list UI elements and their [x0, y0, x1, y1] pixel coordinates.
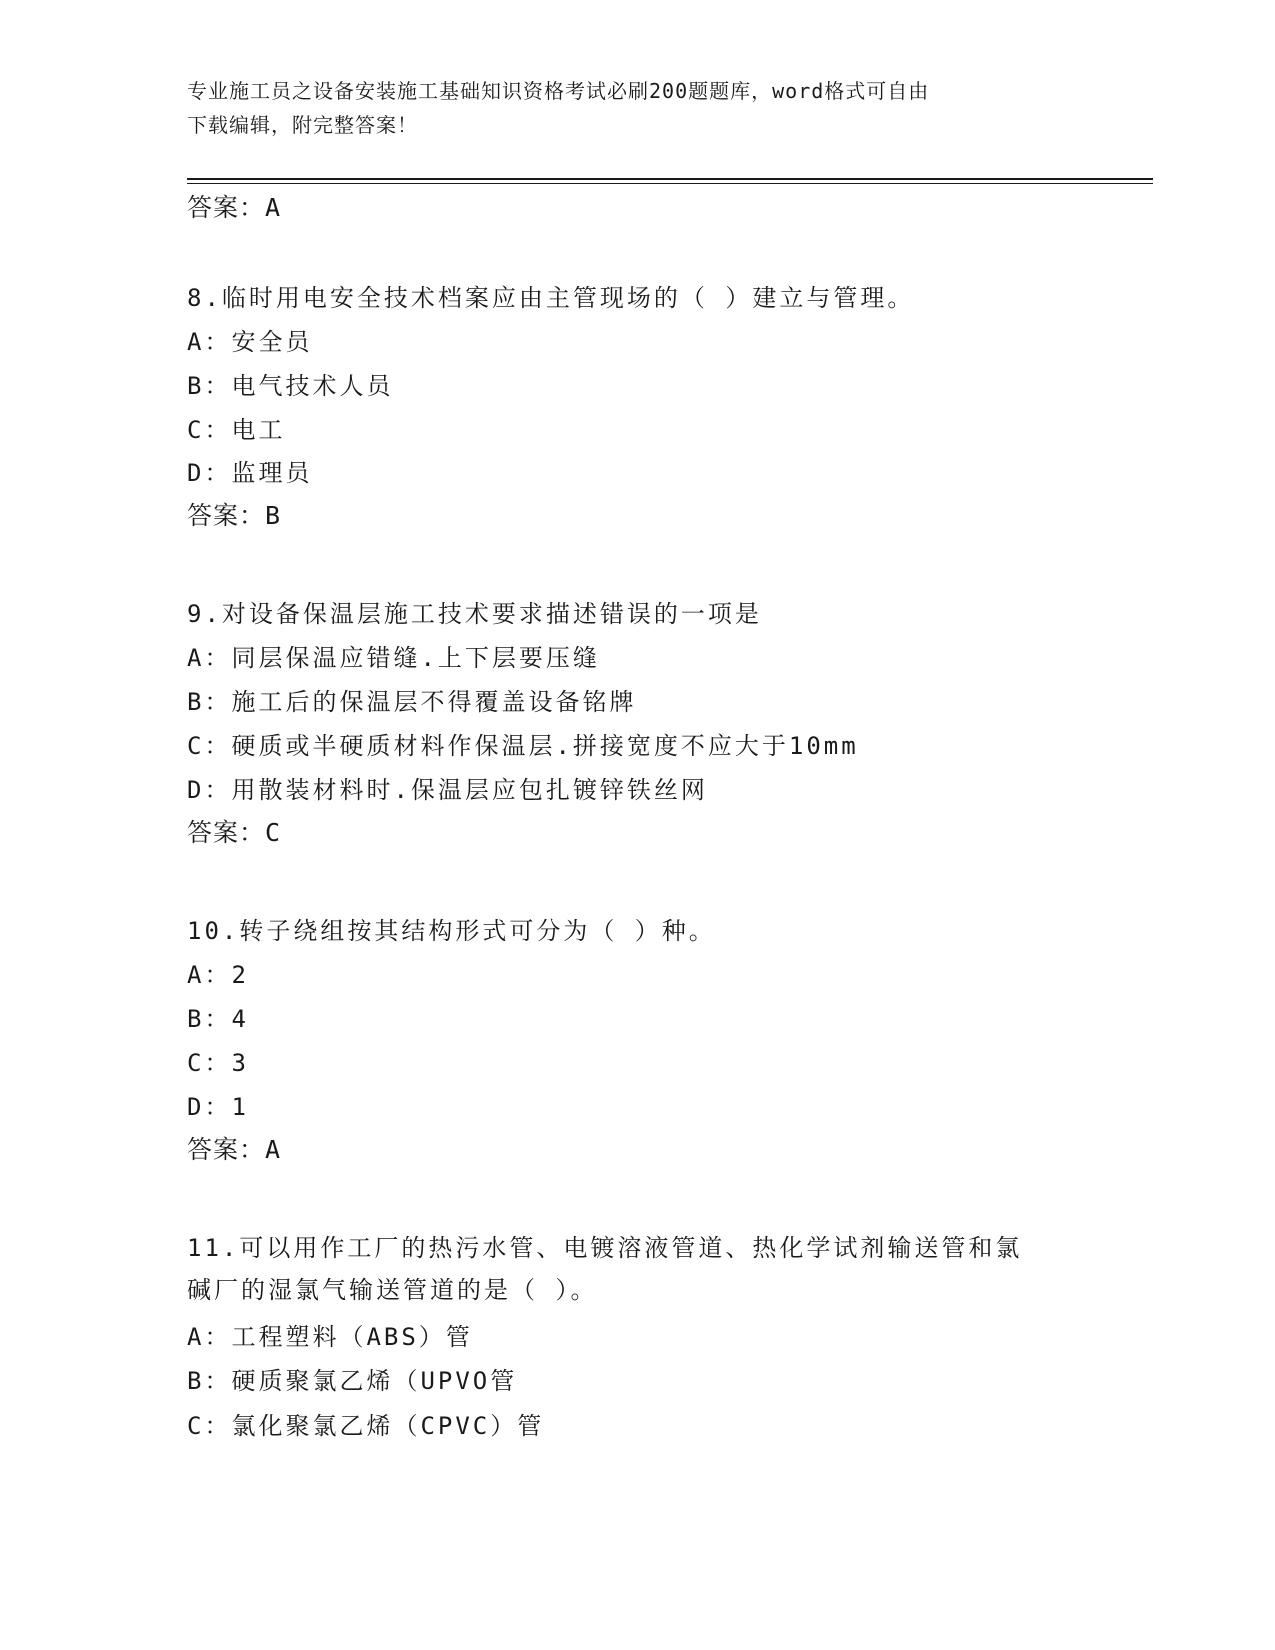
option-text: 施工后的保温层不得覆盖设备铭牌 — [231, 688, 637, 716]
option-text: 监理员 — [231, 459, 313, 487]
option-text: 工程塑料（ABS）管 — [231, 1323, 473, 1351]
option-label: B： — [187, 1005, 232, 1033]
question-stem: 10.转子绕组按其结构形式可分为（ ）种。 — [187, 917, 716, 945]
option-text: 3 — [231, 1049, 249, 1077]
option-b — [187, 370, 393, 402]
answer-value: B — [265, 501, 282, 530]
prev-answer — [187, 192, 281, 224]
option-b — [187, 686, 636, 718]
question-stem: 8.临时用电安全技术档案应由主管现场的（ ）建立与管理。 — [187, 284, 915, 312]
option-a — [187, 326, 312, 358]
option-text: 硬质或半硬质材料作保温层.拼接宽度不应大于10mm — [231, 732, 859, 760]
document-header — [187, 74, 1087, 142]
answer-line — [187, 500, 281, 532]
option-label: C： — [187, 1049, 232, 1077]
option-text: 电气技术人员 — [231, 372, 394, 400]
option-c — [187, 1047, 249, 1079]
option-text: 用散装材料时.保温层应包扎镀锌铁丝网 — [231, 776, 708, 804]
option-label: A： — [187, 644, 232, 672]
option-label: A： — [187, 961, 232, 989]
option-label: C： — [187, 1412, 232, 1440]
question-stem: 9.对设备保温层施工技术要求描述错误的一项是 — [187, 600, 762, 628]
answer-line — [187, 817, 281, 849]
option-a — [187, 959, 249, 991]
option-d — [187, 1091, 249, 1123]
option-a — [187, 642, 600, 674]
option-text: 1 — [231, 1093, 249, 1121]
option-text: 电工 — [231, 416, 286, 444]
option-label: D： — [187, 1093, 232, 1121]
question-stem-continued: 碱厂的湿氯气输送管道的是（ ）。 — [187, 1276, 598, 1304]
option-text: 硬质聚氯乙烯（UPVO管 — [231, 1367, 518, 1395]
option-d — [187, 774, 708, 806]
option-text: 2 — [231, 961, 249, 989]
option-label: B： — [187, 1367, 232, 1395]
option-d — [187, 457, 312, 489]
header-rule-thick — [187, 178, 1153, 180]
option-label: A： — [187, 1323, 232, 1351]
answer-prefix: 答案： — [187, 193, 266, 222]
option-label: C： — [187, 416, 232, 444]
option-text: 氯化聚氯乙烯（CPVC）管 — [231, 1412, 545, 1440]
header-rule-thin — [187, 183, 1153, 184]
option-b — [187, 1003, 249, 1035]
option-a — [187, 1321, 473, 1353]
option-text: 同层保温应错缝.上下层要压缝 — [231, 644, 600, 672]
header-line-2: 下载编辑，附完整答案！ — [187, 113, 418, 137]
option-c — [187, 414, 285, 446]
answer-value: C — [265, 818, 282, 847]
option-label: D： — [187, 776, 232, 804]
header-line-1: 专业施工员之设备安装施工基础知识资格考试必刷200题题库，word格式可自由 — [187, 79, 930, 103]
option-c — [187, 1410, 544, 1442]
answer-line — [187, 1134, 281, 1166]
answer-prefix: 答案： — [187, 501, 266, 530]
answer-prefix: 答案： — [187, 1135, 266, 1164]
option-label: C： — [187, 732, 232, 760]
option-c — [187, 730, 859, 762]
option-b — [187, 1365, 517, 1397]
answer-value: A — [265, 1135, 282, 1164]
answer-prefix: 答案： — [187, 818, 266, 847]
option-label: A： — [187, 328, 232, 356]
option-label: B： — [187, 688, 232, 716]
option-text: 安全员 — [231, 328, 313, 356]
option-label: B： — [187, 372, 232, 400]
answer-value: A — [265, 193, 282, 222]
option-text: 4 — [231, 1005, 249, 1033]
question-stem: 11.可以用作工厂的热污水管、电镀溶液管道、热化学试剂输送管和氯 — [187, 1234, 1023, 1262]
option-label: D： — [187, 459, 232, 487]
